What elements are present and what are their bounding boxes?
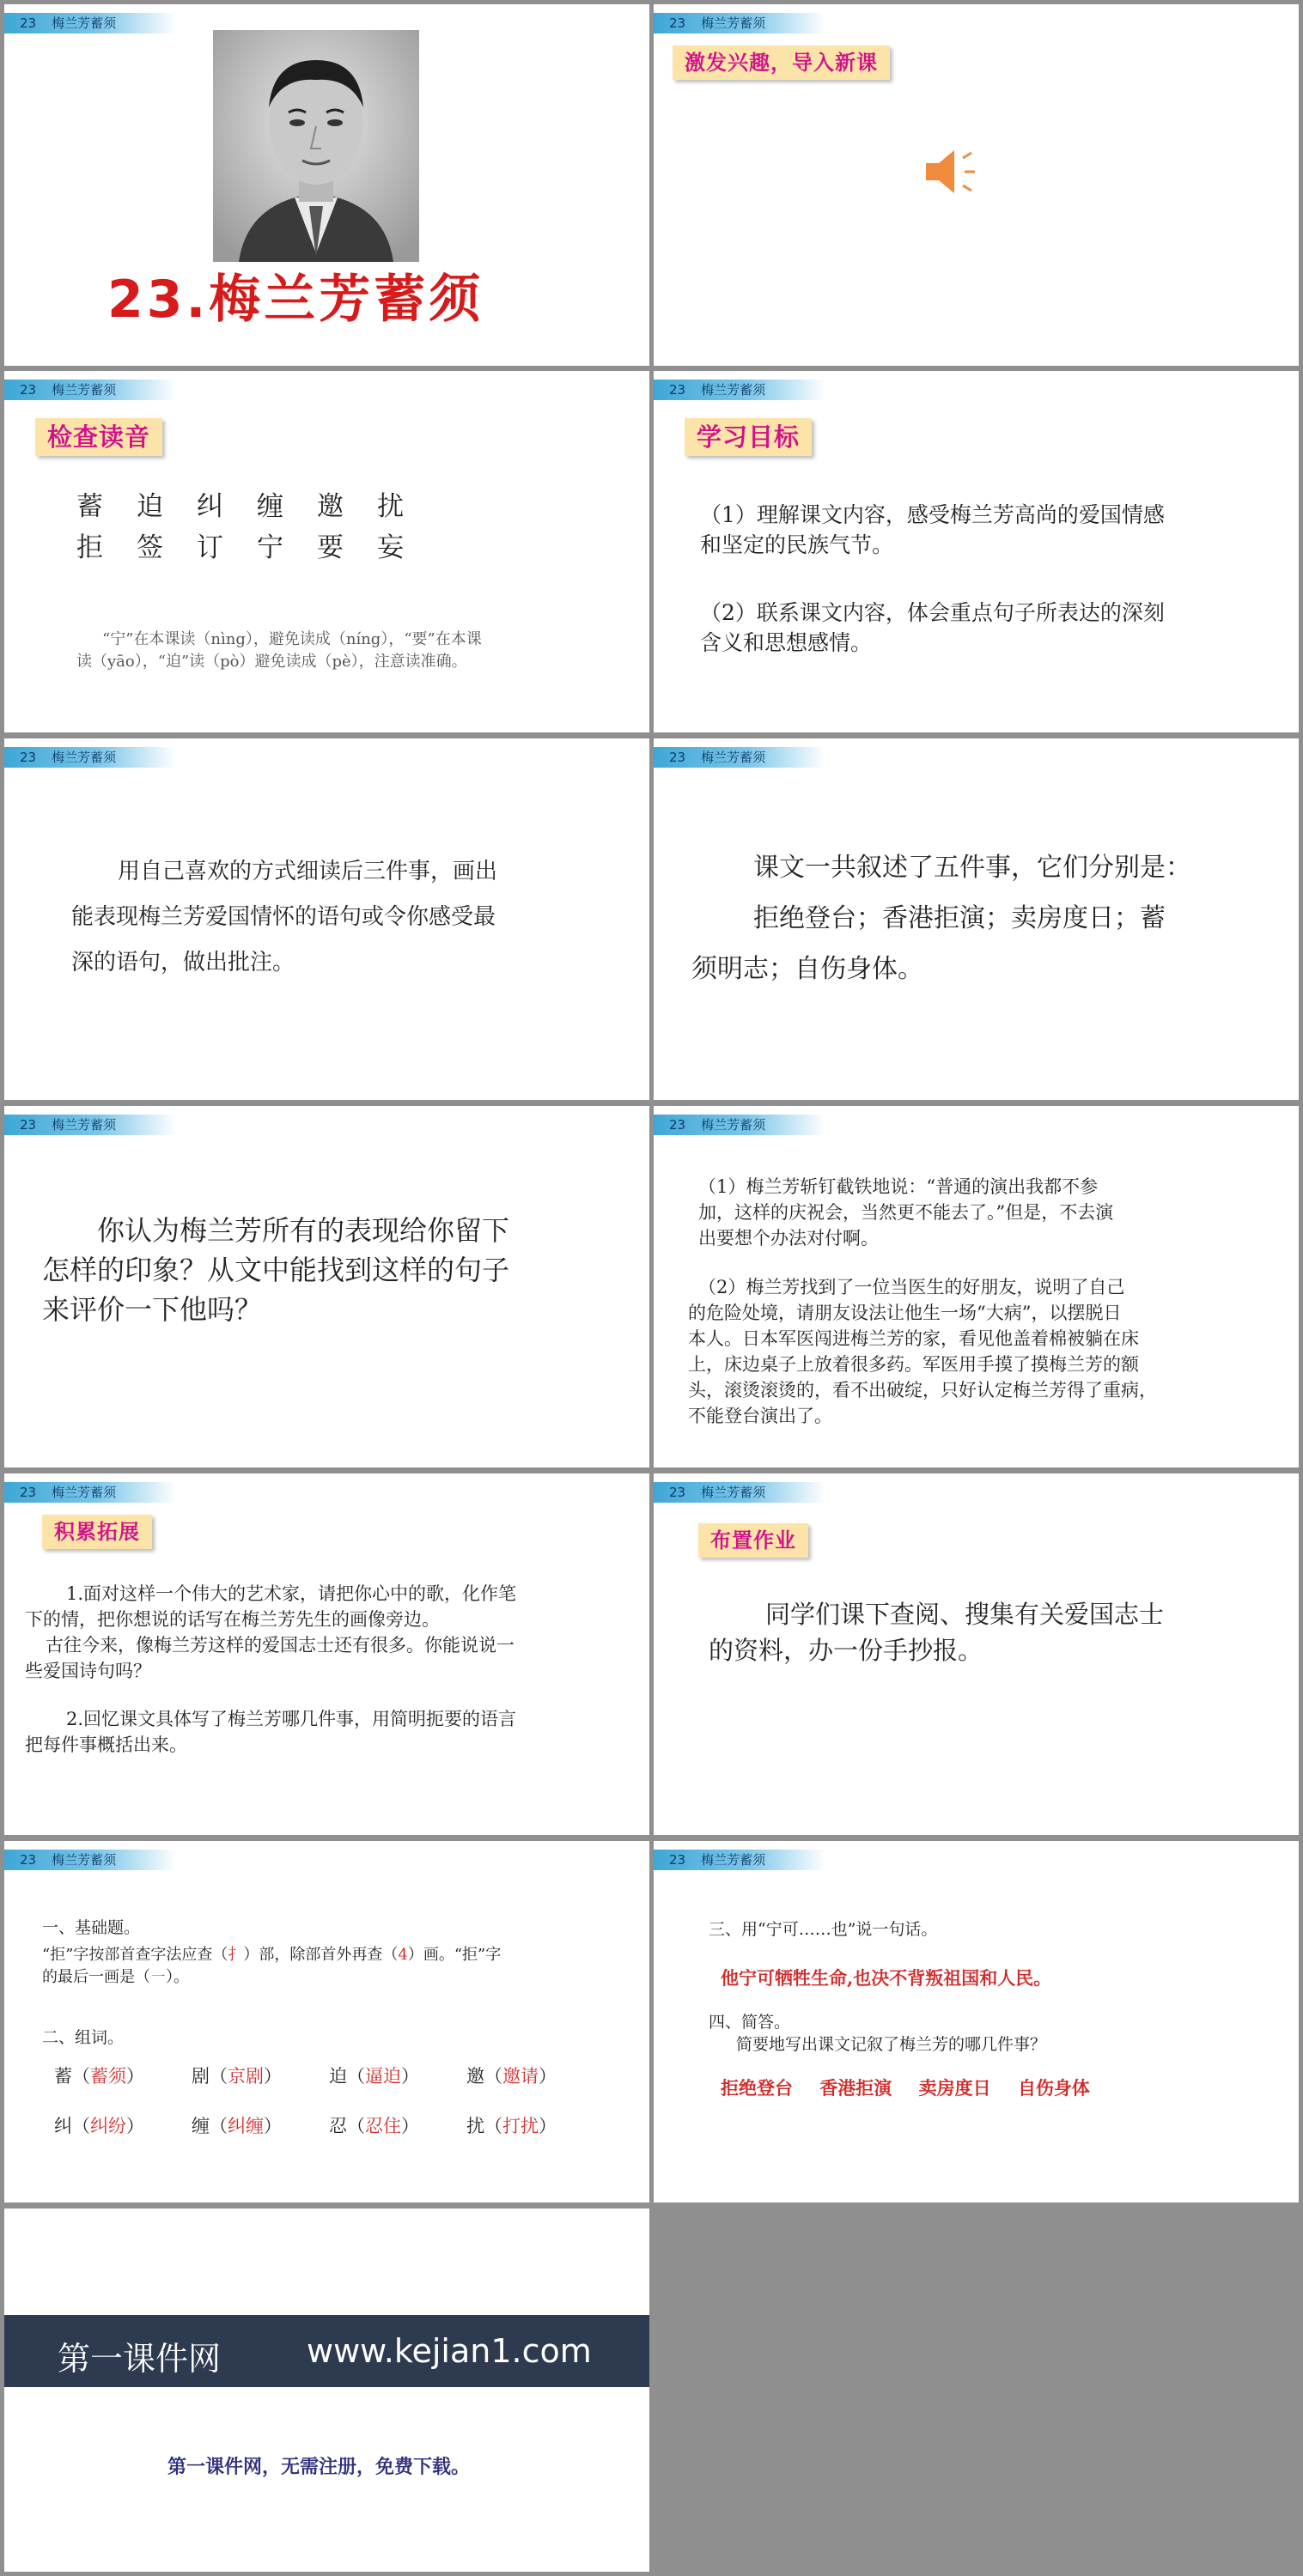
events-line-2: 拒绝登台；香港拒演；卖房度日；蓄	[753, 903, 1166, 933]
section-heading: 激发兴趣，导入新课	[673, 46, 890, 80]
question-line-1: 你认为梅兰芳所有的表现给你留下	[97, 1214, 510, 1247]
events-line-3: 须明志；自伤身体。	[691, 954, 923, 984]
slide-tag: 23 梅兰芳蓄须	[654, 13, 825, 33]
question-line-2: 怎样的印象？从文中能找到这样的句子	[42, 1254, 510, 1286]
slide-tag: 23 梅兰芳蓄须	[654, 1482, 825, 1503]
slide-11	[4, 1841, 649, 2202]
goal-2-line-2: 含义和思想感情。	[700, 630, 873, 655]
word-char: 纠	[54, 2116, 72, 2136]
char-row-2: 拒 签 订 宁 要 妄	[76, 532, 407, 563]
section-heading: 积累拓展	[42, 1515, 152, 1549]
section-heading: 检查读音	[35, 418, 162, 456]
event-4: 自伤身体	[1017, 2077, 1090, 2099]
homework-line-1: 同学们课下查阅、搜集有关爱国志士	[765, 1600, 1165, 1629]
word-answer: 纠缠	[228, 2116, 264, 2136]
word-answer: 纠纷	[90, 2116, 126, 2136]
word-paren-open: （	[210, 2066, 228, 2087]
goal-1-line-2: 和坚定的民族气节。	[700, 532, 894, 557]
pronunciation-note-2: 读（yāo），“迫”读（pò）避免读成（pè），注意读准确。	[76, 653, 467, 671]
word-char: 剧	[192, 2066, 210, 2087]
slide-tag: 23 梅兰芳蓄须	[4, 13, 176, 33]
slide-tag: 23 梅兰芳蓄须	[4, 380, 176, 400]
slide-tag: 23 梅兰芳蓄须	[4, 1115, 176, 1135]
answer-2-line-2: 的危险处境，请朋友设法让他生一场“大病”，以摆脱日	[688, 1303, 1122, 1323]
footer-text: 第一课件网，无需注册，免费下载。	[167, 2456, 471, 2478]
extend-line-1: 1.面对这样一个伟大的艺术家，请把你心中的歌，化作笔	[66, 1583, 517, 1604]
slide-13	[4, 2208, 649, 2572]
extend-line-3: 古往今来，像梅兰芳这样的爱国志士还有很多。你能说说一	[46, 1635, 515, 1656]
slide-tag: 23 梅兰芳蓄须	[654, 380, 825, 400]
slide-tag: 23 梅兰芳蓄须	[654, 1850, 825, 1870]
extend-line-2: 下的情，把你想说的话写在梅兰芳先生的画像旁边。	[25, 1609, 440, 1630]
speaker-icon[interactable]	[922, 146, 986, 197]
word-answer: 打扰	[502, 2116, 539, 2136]
section-heading: 布置作业	[698, 1523, 808, 1558]
answer-1-line-3: 出要想个办法对付啊。	[698, 1228, 879, 1249]
answer-2-line-1: （2）梅兰芳找到了一位当医生的好朋友，说明了自己	[698, 1277, 1125, 1297]
word-char: 缠	[192, 2116, 210, 2136]
word-paren-open: （	[484, 2066, 502, 2087]
word-paren-open: （	[347, 2066, 365, 2087]
word-paren-open: （	[72, 2116, 90, 2136]
answer-2-line-5: 头，滚烫滚烫的，看不出破绽，只好认定梅兰芳得了重病，	[688, 1380, 1157, 1400]
word-paren-close: ）	[401, 2116, 419, 2136]
word-paren-open: （	[484, 2116, 502, 2136]
portrait-photo	[213, 30, 419, 262]
answer-1-line-2: 加，这样的庆祝会，当然更不能去了。”但是，不去演	[698, 1202, 1114, 1223]
lesson-title: 23.梅兰芳蓄须	[107, 270, 484, 330]
word-paren-close: ）	[539, 2116, 557, 2136]
word-answer: 蓄须	[90, 2066, 126, 2087]
site-banner[interactable]	[4, 2315, 649, 2387]
slide-5	[4, 738, 649, 1100]
word-paren-close: ）	[264, 2066, 282, 2087]
slide-tag: 23 梅兰芳蓄须	[654, 1115, 825, 1135]
word-item	[54, 2063, 144, 2088]
sentence-answer: 他宁可牺牲生命,也决不背叛祖国和人民。	[721, 1967, 1052, 1989]
word-item	[466, 2112, 557, 2138]
short-answer-question: 简要地写出课文记叙了梅兰芳的哪几件事？	[736, 2035, 1047, 2054]
basic-question-line-2: 的最后一画是（㇐）。	[42, 1968, 189, 1986]
char-row-1: 蓄 迫 纠 缠 邀 扰	[76, 491, 407, 522]
word-paren-open: （	[72, 2066, 90, 2087]
word-answer: 忍住	[365, 2116, 401, 2136]
word-item	[329, 2112, 419, 2138]
word-answer: 邀请	[502, 2066, 539, 2087]
basic-question-line-1: “拒”字按部首查字法应查（扌）部，除部首外再查（4）画。“拒”字	[42, 1946, 502, 1964]
answer-2-line-3: 本人。日本军医闯进梅兰芳的家，看见他盖着棉被躺在床	[688, 1328, 1139, 1349]
slide-1	[4, 4, 649, 366]
answer-2-line-6: 不能登台演出了。	[688, 1406, 832, 1426]
word-item	[54, 2112, 144, 2138]
word-paren-close: ）	[126, 2116, 144, 2136]
slide-tag: 23 梅兰芳蓄须	[654, 747, 825, 768]
question-line-3: 来评价一下他吗？	[42, 1293, 263, 1326]
goal-2-line-1: （2）联系课文内容，体会重点句子所表达的深刻	[700, 600, 1165, 625]
section-short-answer: 四、简答。	[709, 2013, 791, 2032]
slide-3	[4, 371, 649, 732]
slide-10	[654, 1473, 1299, 1835]
word-char: 忍	[329, 2116, 347, 2136]
task-line-1: 用自己喜欢的方式细读后三件事，画出	[118, 859, 498, 884]
word-paren-close: ）	[401, 2066, 419, 2087]
word-answer: 京剧	[228, 2066, 264, 2087]
section-words: 二、组词。	[42, 2028, 125, 2047]
slide-6	[654, 738, 1299, 1100]
word-item	[466, 2063, 557, 2088]
slide-tag: 23 梅兰芳蓄须	[4, 1850, 176, 1870]
section-heading: 学习目标	[685, 418, 812, 456]
pronunciation-note-1: “宁”在本课读（nìng），避免读成（níng），“要”在本课	[102, 630, 482, 648]
word-char: 迫	[329, 2066, 347, 2087]
slide-9	[4, 1473, 649, 1835]
event-3: 卖房度日	[918, 2077, 991, 2099]
short-answer-list	[721, 2075, 1090, 2100]
word-answer: 逼迫	[365, 2066, 401, 2087]
word-paren-close: ）	[539, 2066, 557, 2087]
banner-url[interactable]: www.kejian1.com	[307, 2332, 592, 2370]
extend-line-4: 些爱国诗句吗？	[25, 1661, 151, 1681]
slide-12	[654, 1841, 1299, 2202]
slide-8	[654, 1106, 1299, 1467]
banner-site-name: 第一课件网	[58, 2340, 222, 2378]
answer-1-line-1: （1）梅兰芳斩钉截铁地说：“普通的演出我都不参	[698, 1176, 1099, 1197]
homework-line-2: 的资料，办一份手抄报。	[709, 1636, 983, 1665]
slide-tag: 23 梅兰芳蓄须	[4, 1482, 176, 1503]
word-char: 扰	[466, 2116, 484, 2136]
slide-4	[654, 371, 1299, 732]
word-grid	[54, 2063, 638, 2157]
extend-line-5: 2.回忆课文具体写了梅兰芳哪几件事，用简明扼要的语言	[66, 1709, 517, 1729]
word-paren-close: ）	[264, 2116, 282, 2136]
task-line-2: 能表现梅兰芳爱国情怀的语句或令你感受最	[71, 904, 496, 930]
slide-2	[654, 4, 1299, 366]
answer-2-line-4: 上，床边桌子上放着很多药。军医用手摸了摸梅兰芳的额	[688, 1354, 1139, 1375]
word-paren-close: ）	[126, 2066, 144, 2087]
word-paren-open: （	[347, 2116, 365, 2136]
section-sentence: 三、用“宁可……也”说一句话。	[709, 1920, 938, 1939]
slide-tag: 23 梅兰芳蓄须	[4, 747, 176, 768]
word-char: 邀	[466, 2066, 484, 2087]
event-1: 拒绝登台	[721, 2077, 793, 2099]
events-line-1: 课文一共叙述了五件事，它们分别是：	[753, 853, 1191, 883]
slide-7	[4, 1106, 649, 1467]
extend-line-6: 把每件事概括出来。	[25, 1735, 187, 1755]
event-2: 香港拒演	[819, 2077, 892, 2099]
word-item	[192, 2063, 282, 2088]
goal-1-line-1: （1）理解课文内容，感受梅兰芳高尚的爱国情感	[700, 502, 1165, 527]
word-item	[192, 2112, 282, 2138]
section-basic: 一、基础题。	[42, 1918, 141, 1937]
task-line-3: 深的语句，做出批注。	[71, 950, 295, 975]
word-item	[329, 2063, 419, 2088]
word-paren-open: （	[210, 2116, 228, 2136]
word-char: 蓄	[54, 2066, 72, 2087]
